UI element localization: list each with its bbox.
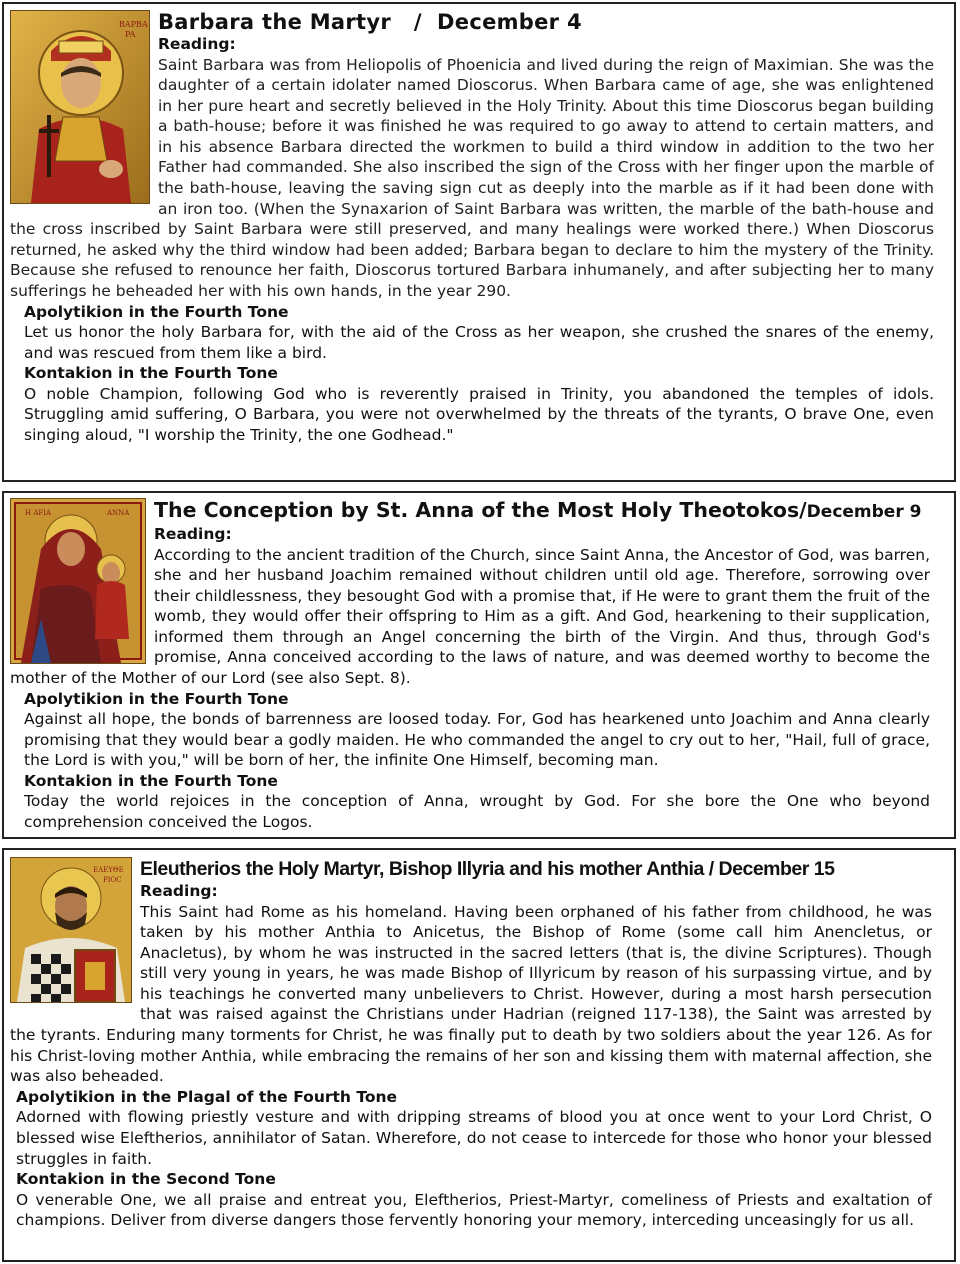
kontakion-label: Kontakion in the Second Tone (16, 1170, 276, 1189)
svg-text:BAPBA: BAPBA (119, 20, 148, 29)
apolytikion-label: Apolytikion in the Fourth Tone (24, 302, 289, 321)
saint-barbara-icon (10, 10, 150, 204)
saint-anna-theotokos-icon (10, 498, 146, 664)
reading-label: Reading: (154, 525, 232, 543)
svg-text:H AFIA: H AFIA (25, 509, 52, 517)
section-title: Barbara the Martyr / December 4 (158, 10, 582, 34)
section-conception (2, 491, 956, 839)
reading-label: Reading: (140, 882, 218, 900)
apolytikion-label: Apolytikion in the Fourth Tone (24, 689, 289, 708)
reading-text: According to the ancient tradition of the Church, since Saint Anna, the Ancestor of God, was barren, she and her husband Joachim remained without children until old age. Therefore, sorrowing over their childlessness, they besought God with a promise that, if He were to grant them the fruit of the womb, they would offer their offspring to Him as a gift. And God, hearkening to their supplication, informed them through an Angel concerning the birth of the Virgin. And thus, through God's promise, Anna conceived according to the laws of nature, and was deemed worthy to become the mother of the Mother of our Lord (see also Sept. 8). (10, 545, 930, 688)
kontakion-label: Kontakion in the Fourth Tone (24, 364, 278, 383)
section-barbara (2, 2, 956, 482)
kontakion-text: O noble Champion, following God who is reverently praised in Trinity, you abandoned the temples of idols. Struggling amid suffering, O Barbara, you were not overwhelmed by the threats of the tyrants, O brave One, even singing aloud, "I worship the Trinity, the one Godhead." (24, 384, 934, 444)
apolytikion-text: Let us honor the holy Barbara for, with the aid of the Cross as her weapon, she crushed the snares of the enemy, and was rescued from them like a bird. (24, 323, 934, 362)
apolytikion-text: Against all hope, the bonds of barrenness are loosed today. For, God has hearkened unto Joachim and Anna clearly promising that they would bear a godly maiden. He who commanded the angel to cry out to her, "Hail, full of grace, the Lord is with you," will be born of her, the infinite One Himself, becoming man. (24, 710, 930, 770)
kontakion-label: Kontakion in the Fourth Tone (24, 771, 278, 790)
reading-text: Saint Barbara was from Heliopolis of Phoenicia and lived during the reign of Maximian. She was the daughter of a certain idolater named Dioscorus. When Barbara came of age, she was enlightened in her pure heart and secretly believed in the Holy Trinity. About this time Dioscorus began building a bath-house; before it was finished he was required to go away to attend to certain matters, and in his absence Barbara directed the workmen to build a third window in addition to the two her Father had commanded. She also inscribed the sign of the Cross with her finger upon the marble of the bath-house, leaving the saving sign cut as deeply into the marble as if it had been done with an iron too. (When the Synaxarion of Saint Barbara was written, the marble of the bath-house and the cross inscribed by Saint Barbara were still preserved, and many healings were worked there.) When Dioscorus returned, he asked why the third window had been added; Barbara began to declare to him the mystery of the Trinity. Because she refused to renounce her faith, Dioscorus tortured Barbara inhumanely, and after subjecting her to many sufferings he beheaded her with his own hands, in the year 290. (10, 55, 934, 301)
kontakion-text: Today the world rejoices in the conception of Anna, wrought by God. For she bore the One who beyond comprehension conceived the Logos. (24, 792, 930, 832)
section-eleutherios (2, 848, 956, 1262)
apolytikion-label: Apolytikion in the Plagal of the Fourth Tone (16, 1087, 398, 1106)
reading-label: Reading: (158, 35, 236, 53)
section-title: Eleutherios the Holy Martyr, Bishop Illyria and his mother Anthia / December 15 (140, 858, 835, 880)
svg-text:PA: PA (125, 30, 136, 39)
kontakion-text: O venerable One, we all praise and entreat you, Eleftherios, Priest-Martyr, comeliness of Priests and exaltation of champions. Deliver from diverse dangers those fervently honoring your memory, interceding unceasingly for us all. (16, 1190, 932, 1230)
reading-text: This Saint had Rome as his homeland. Having been orphaned of his father from childhood, he was taken by his mother Anthia to Anicetus, the Bishop of Rome (some call him Anencletus, or Anacletus), by whom he was instructed in the sacred letters (that is, the divine Scriptures). Though still very young in years, he was made Bishop of Illyricum by reason of his surpassing virtue, and by his teachings he converted many unbelievers to Christ. However, during a most harsh persecution that was raised against the Christians under Hadrian (reigned 117-138), the Saint was arrested by the tyrants. Enduring many torments for Christ, he was finally put to death by two soldiers about the year 126. As for his Christ-loving mother Anthia, while embracing the remains of her son and kissing them with maternal affection, she was also beheaded. (10, 902, 932, 1086)
apolytikion-text: Adorned with flowing priestly vesture and with dripping streams of blood you at once went to your Lord Christ, O blessed wise Eleftherios, annihilator of Satan. Wherefore, do not cease to intercede for those who honor your blessed struggles in faith. (16, 1108, 932, 1168)
section-title: The Conception by St. Anna of the Most Holy Theotokos/December 9 (154, 498, 922, 522)
saint-eleutherios-icon (10, 857, 132, 1003)
svg-text:ΕΛΕΥΘΕ: ΕΛΕΥΘΕ (93, 866, 124, 874)
svg-text:PIOC: PIOC (103, 876, 122, 884)
svg-text:ANNA: ANNA (107, 509, 130, 517)
